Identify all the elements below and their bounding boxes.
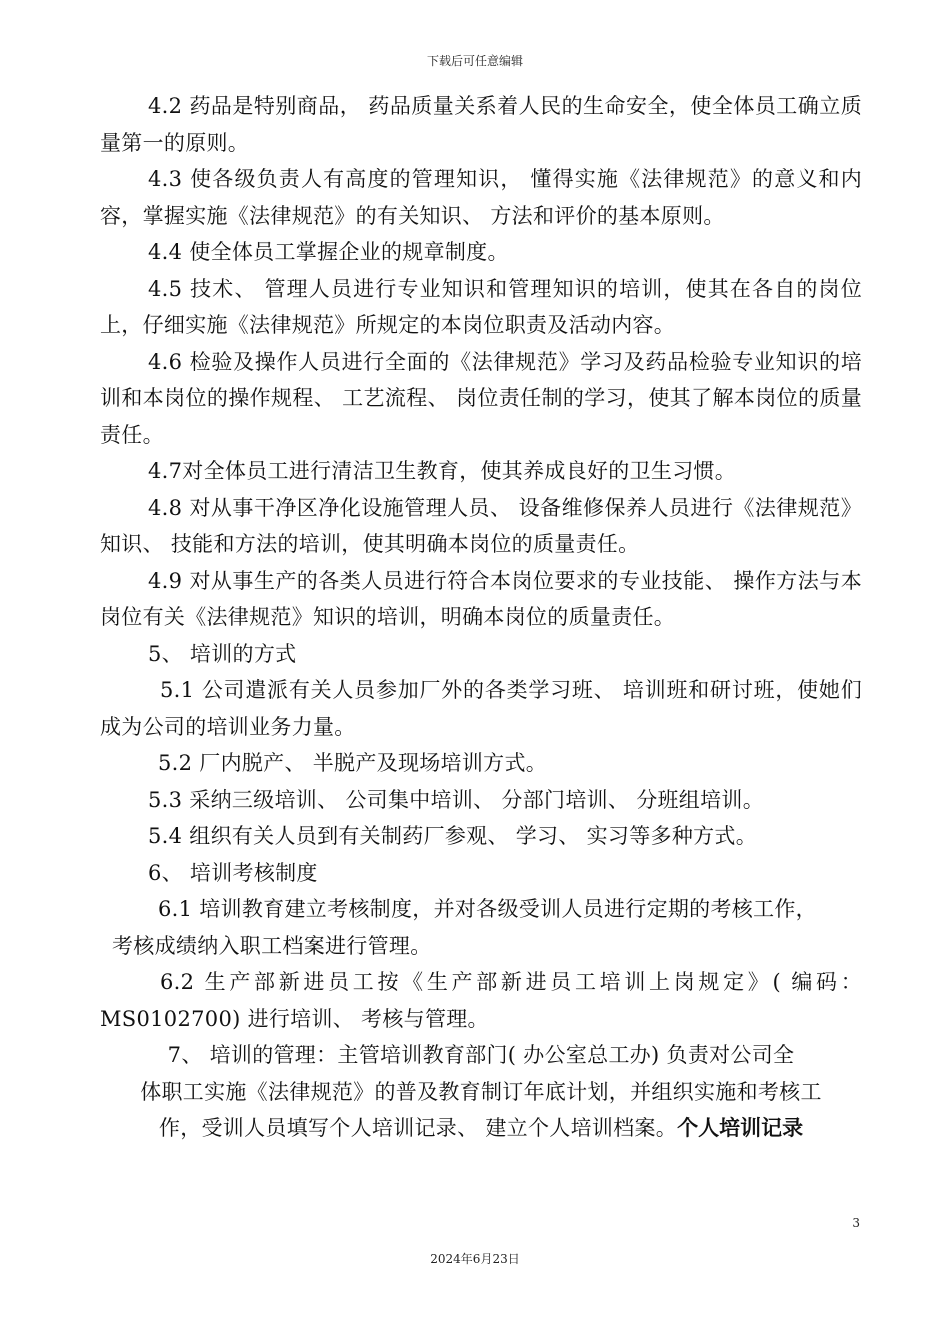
paragraph-7-text: 作，受训人员填写个人培训记录、 建立个人培训档案。: [158, 1116, 678, 1140]
paragraph-4-4: 4.4 使全体员工掌握企业的规章制度。: [148, 240, 509, 264]
section-heading-5: 5、 培训的方式: [148, 641, 297, 666]
paragraph-7-line-3: [100, 1110, 862, 1147]
paragraph-7-line-1: 7、 培训的管理：主管培训教育部门( 办公室总工办) 负责对公司全: [167, 1043, 795, 1067]
paragraph-4-7: 4.7对全体员工进行清洁卫生教育，使其养成良好的卫生习惯。: [148, 459, 737, 483]
paragraph-6-1-continued: 考核成绩纳入职工档案进行管理。: [112, 933, 432, 958]
page-number: 3: [852, 1216, 860, 1230]
paragraph-4-3: 4.3 使各级负责人有高度的管理知识， 懂得实施《法律规范》的意义和内容，掌握实施《法律规范》的有关知识、 方法和评价的基本原则。: [100, 167, 862, 228]
paragraph-4-9: 4.9 对从事生产的各类人员进行符合本岗位要求的专业技能、 操作方法与本岗位有关《法律规范》知识的培训，明确本岗位的质量责任。: [100, 568, 862, 629]
page-header: 下载后可任意编辑: [426, 54, 523, 68]
personal-training-record-heading: 个人培训记录: [677, 1116, 804, 1140]
paragraph-5-4: 5.4 组织有关人员到有关制药厂参观、 学习、 实习等多种方式。: [148, 824, 758, 848]
section-heading-6: 6、 培训考核制度: [148, 860, 318, 885]
paragraph-4-5: 4.5 技术、 管理人员进行专业知识和管理知识的培训，使其在各自的岗位上，仔细实施《法律规范》所规定的本岗位职责及活动内容。: [100, 276, 862, 337]
page-footer-date: 2024年6月23日: [430, 1252, 520, 1266]
paragraph-4-6: 4.6 检验及操作人员进行全面的《法律规范》学习及药品检验专业知识的培训和本岗位的操作规程、 工艺流程、 岗位责任制的学习，使其了解本岗位的质量责任。: [100, 349, 862, 447]
paragraph-5-2: 5.2 厂内脱产、 半脱产及现场培训方式。: [158, 751, 548, 775]
paragraph-6-2: 6.2 生产部新进员工按《生产部新进员工培训上岗规定》( 编码：MS0102700) 进行培训、 考核与管理。: [100, 970, 862, 1031]
paragraph-5-3: 5.3 采纳三级培训、 公司集中培训、 分部门培训、 分班组培训。: [148, 787, 764, 812]
paragraph-4-8: 4.8 对从事干净区净化设施管理人员、 设备维修保养人员进行《法律规范》知识、 技能和方法的培训，使其明确本岗位的质量责任。: [100, 495, 862, 556]
paragraph-5-1: 5.1 公司遣派有关人员参加厂外的各类学习班、 培训班和研讨班，使她们成为公司的培训业务力量。: [100, 678, 862, 739]
paragraph-6-1: 6.1 培训教育建立考核制度，并对各级受训人员进行定期的考核工作，: [158, 897, 817, 921]
document-body: [100, 88, 862, 1147]
paragraph-7-line-2: 体职工实施《法律规范》的普及教育制订年底计划，并组织实施和考核工: [140, 1079, 822, 1104]
paragraph-4-2: 4.2 药品是特别商品， 药品质量关系着人民的生命安全，使全体员工确立质量第一的原则。: [100, 94, 862, 155]
